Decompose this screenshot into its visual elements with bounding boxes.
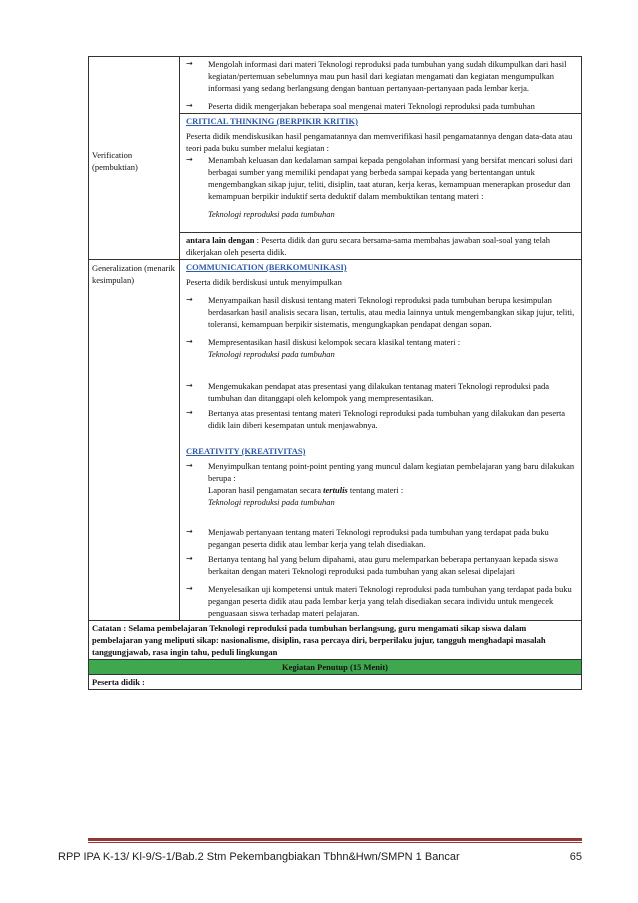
activity-text: Mempresentasikan hasil diskusi kelompok secara klasikal tentang materi :	[208, 337, 461, 347]
activity-text: Menyimpulkan tentang point-point penting yang muncul dalam kegiatan pembelajaran yang baru dilakukan berupa :	[208, 461, 575, 483]
catatan-note: Catatan : Selama pembelajaran Teknologi reproduksi pada tumbuhan berlangsung, guru mengamati sikap siswa dalam pembelajaran yang meliputi sikap: nasionalisme, disiplin, rasa percaya diri, berperilaku jujur, tangguh menghadapi masalah tanggungjawab, rasa ingin tahu, peduli lingkungan	[89, 621, 582, 660]
arrow-icon: →	[186, 337, 193, 346]
activity-text: Bertanya atas presentasi tentang materi Teknologi reproduksi pada tumbuhan yang dilakukan dan peserta didik lain diberi kesempatan untuk menjawabnya.	[208, 408, 566, 430]
arrow-icon: →	[186, 527, 193, 536]
list-item	[186, 380, 577, 404]
list-item	[186, 336, 577, 348]
footer-rule	[88, 838, 582, 841]
penutup-header: Kegiatan Penutup (15 Menit)	[89, 660, 582, 675]
report-emphasis: tertulis	[323, 485, 348, 495]
topic-text: Teknologi reproduksi pada tumbuhan	[208, 497, 335, 507]
list-item	[186, 526, 577, 550]
table-row	[89, 260, 582, 621]
report-post: tentang materi :	[347, 485, 404, 495]
activity-text: Menyampaikan hasil diskusi tentang materi Teknologi reproduksi pada tumbuhan berupa kesimpulan berdasarkan hasil analisis secara lisan, tertulis, atau media lainnya untuk mengembangkan sikap jujur, teliti, toleransi, kemampuan berpikir sistematis, mengungkapkan pendapat dengan sopan.	[208, 295, 575, 329]
arrow-icon: →	[186, 584, 193, 593]
creativity-heading: CREATIVITY (KREATIVITAS)	[186, 446, 306, 456]
list-item	[186, 460, 577, 484]
arrow-icon: →	[186, 155, 193, 164]
arrow-icon: →	[186, 461, 193, 470]
generalization-label-cell	[89, 260, 180, 621]
arrow-icon: →	[186, 59, 193, 68]
topic-text: Teknologi reproduksi pada tumbuhan	[208, 349, 335, 359]
topic-text: Teknologi reproduksi pada tumbuhan	[208, 209, 335, 219]
activity-text: Menjawab pertanyaan tentang materi Teknologi reproduksi pada tumbuhan yang terdapat pada buku pegangan peserta didik atau lembar kerja yang telah disediakan.	[208, 527, 549, 549]
list-item	[186, 583, 577, 619]
arrow-icon: →	[186, 101, 193, 110]
lesson-plan-table	[88, 56, 582, 690]
activity-text: Bertanya tentang hal yang belum dipahami, atau guru melemparkan beberapa pertanyaan kepada siswa berkaitan dengan materi Teknologi reproduksi pada tumbuhan yang akan selesai dipelajari	[208, 554, 559, 576]
list-item	[186, 58, 577, 94]
closing-text	[186, 234, 577, 258]
activity-text: Peserta didik mengerjakan beberapa soal mengenai materi Teknologi reproduksi pada tumbuhan	[208, 101, 535, 111]
arrow-icon: →	[186, 408, 193, 417]
communication-heading: COMMUNICATION (BERKOMUNIKASI)	[186, 262, 347, 272]
closing-bold: antara lain dengan	[186, 235, 255, 245]
activity-text: Menyelesaikan uji kompetensi untuk materi Teknologi reproduksi pada tumbuhan yang terdapat pada buku pegangan peserta didik atau pada lembar kerja yang telah disediakan secara individu untuk mengecek penguasaan siswa terhadap materi pelajaran.	[208, 584, 572, 618]
peserta-label: Peserta didik :	[89, 675, 582, 690]
footer-rule-thin	[88, 842, 582, 843]
list-item	[186, 154, 577, 202]
footer-title: RPP IPA K-13/ Kl-9/S-1/Bab.2 Stm Pekembangbiakan Tbhn&Hwn/SMPN 1 Bancar	[58, 851, 460, 863]
table-row	[89, 57, 582, 260]
table-row	[89, 675, 582, 690]
activity-text: Mengolah informasi dari materi Teknologi reproduksi pada tumbuhan yang sudah dikumpulkan dari hasil kegiatan/pertemuan sebelumnya mau pun hasil dari kegiatan mengamati dan kegiatan mengumpulkan informasi yang sedang berlangsung dengan bantuan pertanyaan-pertanyaan pada lembar kerja.	[208, 59, 567, 93]
arrow-icon: →	[186, 554, 193, 563]
closing-rest: : Peserta didik dan guru secara bersama-sama membahas jawaban soal-soal yang telah dikerjakan oleh peserta didik.	[186, 235, 550, 257]
activity-text: Mengemukakan pendapat atas presentasi yang dilakukan tentanag materi Teknologi reproduksi pada tumbuhan dan ditanggapi oleh kelompok yang mempresentasikan.	[208, 381, 550, 403]
list-item	[186, 100, 577, 112]
critical-thinking-heading: CRITICAL THINKING (BERPIKIR KRITIK)	[186, 116, 359, 126]
verification-content-cell	[180, 57, 582, 260]
table-row	[89, 621, 582, 660]
page-number: 65	[569, 851, 582, 863]
activity-text: Menambah keluasan dan kedalaman sampai kepada pengolahan informasi yang bersifat mencari solusi dari berbagai sumber yang memiliki pendapat yang berbeda sampai kepada yang bertentangan untuk mengembangkan sikap jujur, teliti, disiplin, taat aturan, kerja keras, kemampuan menerapkan prosedur dan kemampuan berpikir induktif serta deduktif dalam membuktikan tentang materi :	[208, 155, 573, 201]
table-row	[89, 660, 582, 675]
list-item	[186, 407, 577, 431]
verification-label: Verification (pembuktian)	[92, 150, 138, 172]
page-footer	[58, 851, 582, 863]
verification-intro: Peserta didik mendiskusikan hasil pengamatannya dan memverifikasi hasil pengamatannya dengan data-data atau teori pada buku sumber melalui kegiatan :	[186, 131, 573, 153]
report-text	[186, 484, 577, 496]
report-pre: Laporan hasil pengamatan secara	[208, 485, 324, 495]
generalization-intro: Peserta didik berdiskusi untuk menyimpulkan	[186, 277, 342, 287]
list-item	[186, 294, 577, 330]
generalization-label: Generalization (menarik kesimpulan)	[92, 263, 175, 285]
arrow-icon: →	[186, 295, 193, 304]
verification-label-cell	[89, 57, 180, 260]
arrow-icon: →	[186, 381, 193, 390]
generalization-content-cell	[180, 260, 582, 621]
list-item	[186, 553, 577, 577]
